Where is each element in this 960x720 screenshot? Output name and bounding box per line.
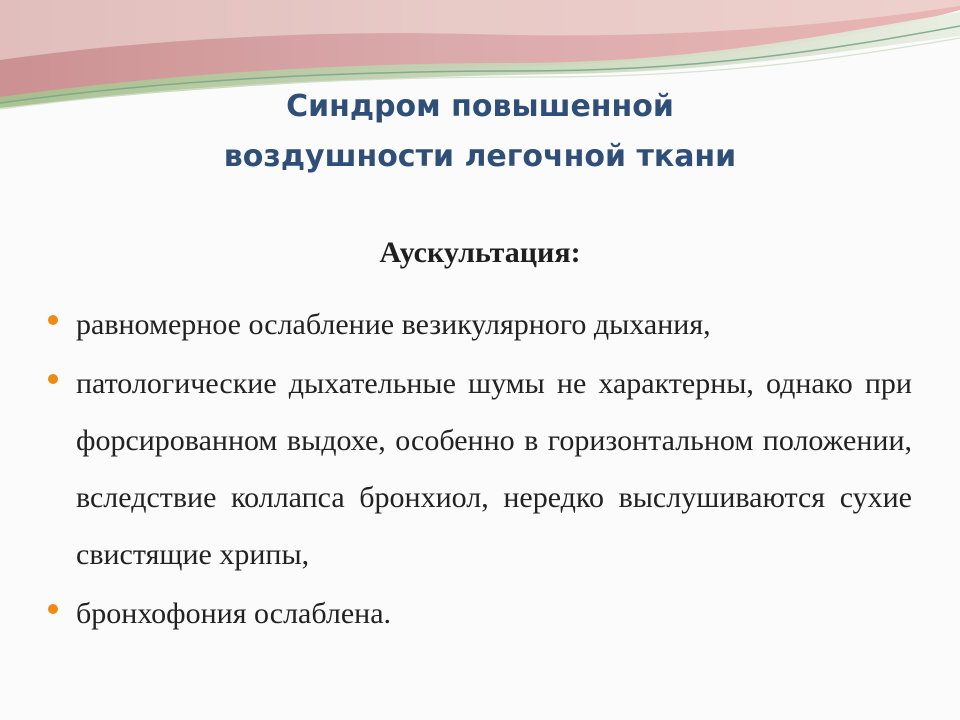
bullet-list [48,296,912,642]
bullet-item-3 [48,585,912,642]
bullet-dot-icon [48,315,58,325]
bullet-text: равномерное ослабление везикулярного дыхания, [76,308,711,341]
bullet-dot-icon [48,374,58,384]
section-heading: Аускультация: [379,236,581,269]
title-line-1: Синдром повышенной [286,89,674,124]
bullet-text: бронхофония ослаблена. [76,597,392,630]
slide-title [100,82,860,182]
title-line-2: воздушности легочной ткани [223,139,737,174]
bullet-text: патологические дыхательные шумы не характерны, однако при форсированном выдохе, особенно в горизонтальном положении, вследствие коллапса бронхиол, нередко выслушиваются сухие свистящие хрипы, [76,367,912,571]
bullet-dot-icon [48,604,58,614]
bullet-item-2 [48,355,912,583]
bullet-item-1 [48,296,912,353]
